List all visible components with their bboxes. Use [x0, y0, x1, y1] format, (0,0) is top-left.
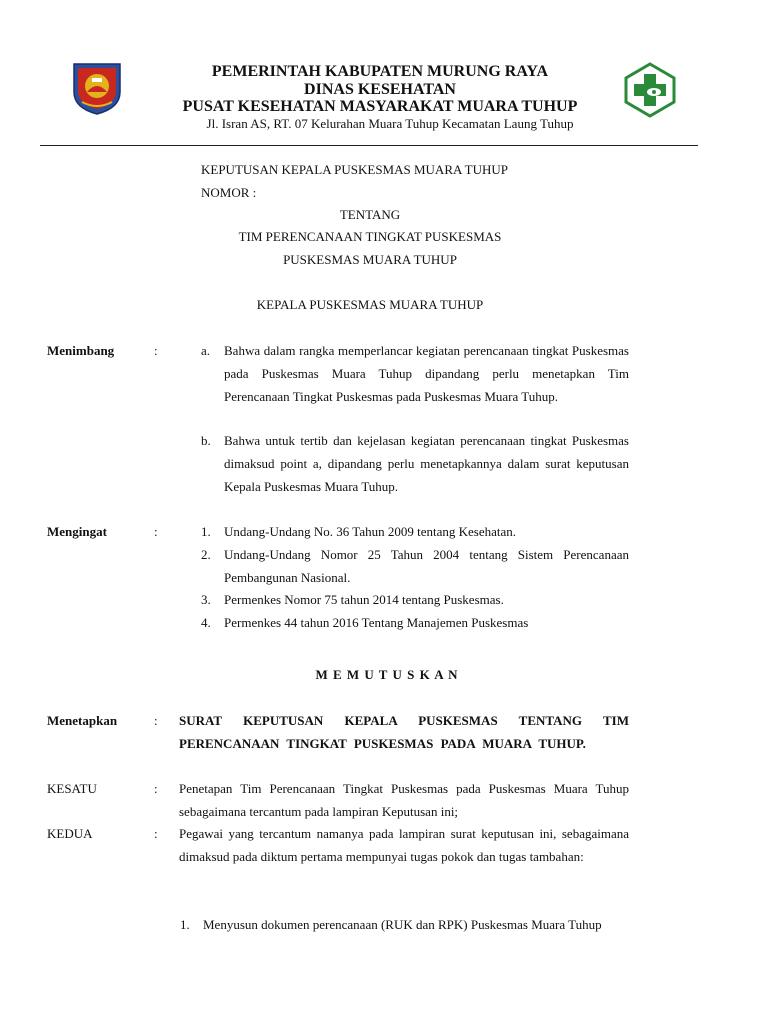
- decree-title: KEPUTUSAN KEPALA PUSKESMAS MUARA TUHUP: [201, 162, 509, 177]
- mengingat-colon: :: [154, 524, 158, 539]
- mengingat-4-marker: 4.: [201, 615, 211, 630]
- kedua-colon: :: [154, 826, 158, 841]
- decree-subject-line1: TIM PERENCANAAN TINGKAT PUSKESMAS: [238, 229, 502, 244]
- menetapkan-text: SURAT KEPUTUSAN KEPALA PUSKESMAS TENTANG TIM PERENCANAAN TINGKAT PUSKESMAS PADA MUARA TUHUP.: [179, 713, 629, 751]
- memutuskan-heading: M E M U T U S K A N: [315, 667, 459, 682]
- menimbang-label: Menimbang: [47, 343, 115, 358]
- mengingat-4-text: Permenkes 44 tahun 2016 Tentang Manajemen Puskesmas: [224, 615, 529, 630]
- tentang-heading: TENTANG: [339, 207, 401, 222]
- mengingat-3-text: Permenkes Nomor 75 tahun 2014 tentang Puskesmas.: [224, 592, 504, 607]
- puskesmas-cross-logo: [622, 62, 678, 118]
- mengingat-1-marker: 1.: [201, 524, 211, 539]
- kedua-1-text: Menyusun dokumen perencanaan (RUK dan RPK) Puskesmas Muara Tuhup: [203, 917, 602, 932]
- menimbang-b-text: Bahwa untuk tertib dan kejelasan kegiatan perencanaan tingkat Puskesmas dimaksud point a, dipandang perlu menetapkannya dalam surat keputusan Kepala Puskesmas Muara Tuhup.: [224, 433, 629, 494]
- kesatu-text: Penetapan Tim Perencanaan Tingkat Puskesmas pada Puskesmas Muara Tuhup sebagaimana tercantum pada lampiran Keputusan ini;: [179, 781, 629, 819]
- decree-number: NOMOR :: [201, 185, 257, 200]
- kedua-text: Pegawai yang tercantum namanya pada lampiran surat keputusan ini, sebagaimana dimaksud pada diktum pertama mempunyai tugas pokok dan tugas tambahan:: [179, 826, 629, 864]
- mengingat-1-text: Undang-Undang No. 36 Tahun 2009 tentang Kesehatan.: [224, 524, 517, 539]
- menimbang-a-text: Bahwa dalam rangka memperlancar kegiatan perencanaan tingkat Puskesmas pada Puskesmas Muara Tuhup dipandang perlu menetapkan Tim Perencanaan Tingkat Puskesmas pada Puskesmas Muara Tuhup.: [224, 343, 629, 404]
- menimbang-b-marker: b.: [201, 433, 211, 448]
- decree-subject-line2: PUSKESMAS MUARA TUHUP: [283, 252, 457, 267]
- menimbang-colon: :: [154, 343, 158, 358]
- kesatu-colon: :: [154, 781, 158, 796]
- kedua-1-marker: 1.: [180, 917, 190, 932]
- regency-emblem-logo: [68, 58, 126, 116]
- letterhead-institution: PUSAT KESEHATAN MASYARAKAT MUARA TUHUP: [182, 98, 578, 115]
- menetapkan-colon: :: [154, 713, 158, 728]
- mengingat-label: Mengingat: [47, 524, 107, 539]
- menimbang-a-marker: a.: [201, 343, 211, 358]
- mengingat-2-marker: 2.: [201, 547, 211, 562]
- menetapkan-label: Menetapkan: [47, 713, 118, 728]
- kedua-label: KEDUA: [47, 826, 93, 841]
- issuer-heading: KEPALA PUSKESMAS MUARA TUHUP: [256, 297, 484, 312]
- mengingat-2-text: Undang-Undang Nomor 25 Tahun 2004 tentang Sistem Perencanaan Pembangunan Nasional.: [224, 547, 629, 585]
- mengingat-3-marker: 3.: [201, 592, 211, 607]
- letterhead-address: Jl. Isran AS, RT. 07 Kelurahan Muara Tuhup Kecamatan Laung Tuhup: [206, 116, 574, 131]
- kesatu-label: KESATU: [47, 781, 97, 796]
- letterhead-divider: [40, 145, 698, 146]
- letterhead-department: DINAS KESEHATAN: [304, 81, 456, 98]
- letterhead-government: PEMERINTAH KABUPATEN MURUNG RAYA: [211, 63, 549, 80]
